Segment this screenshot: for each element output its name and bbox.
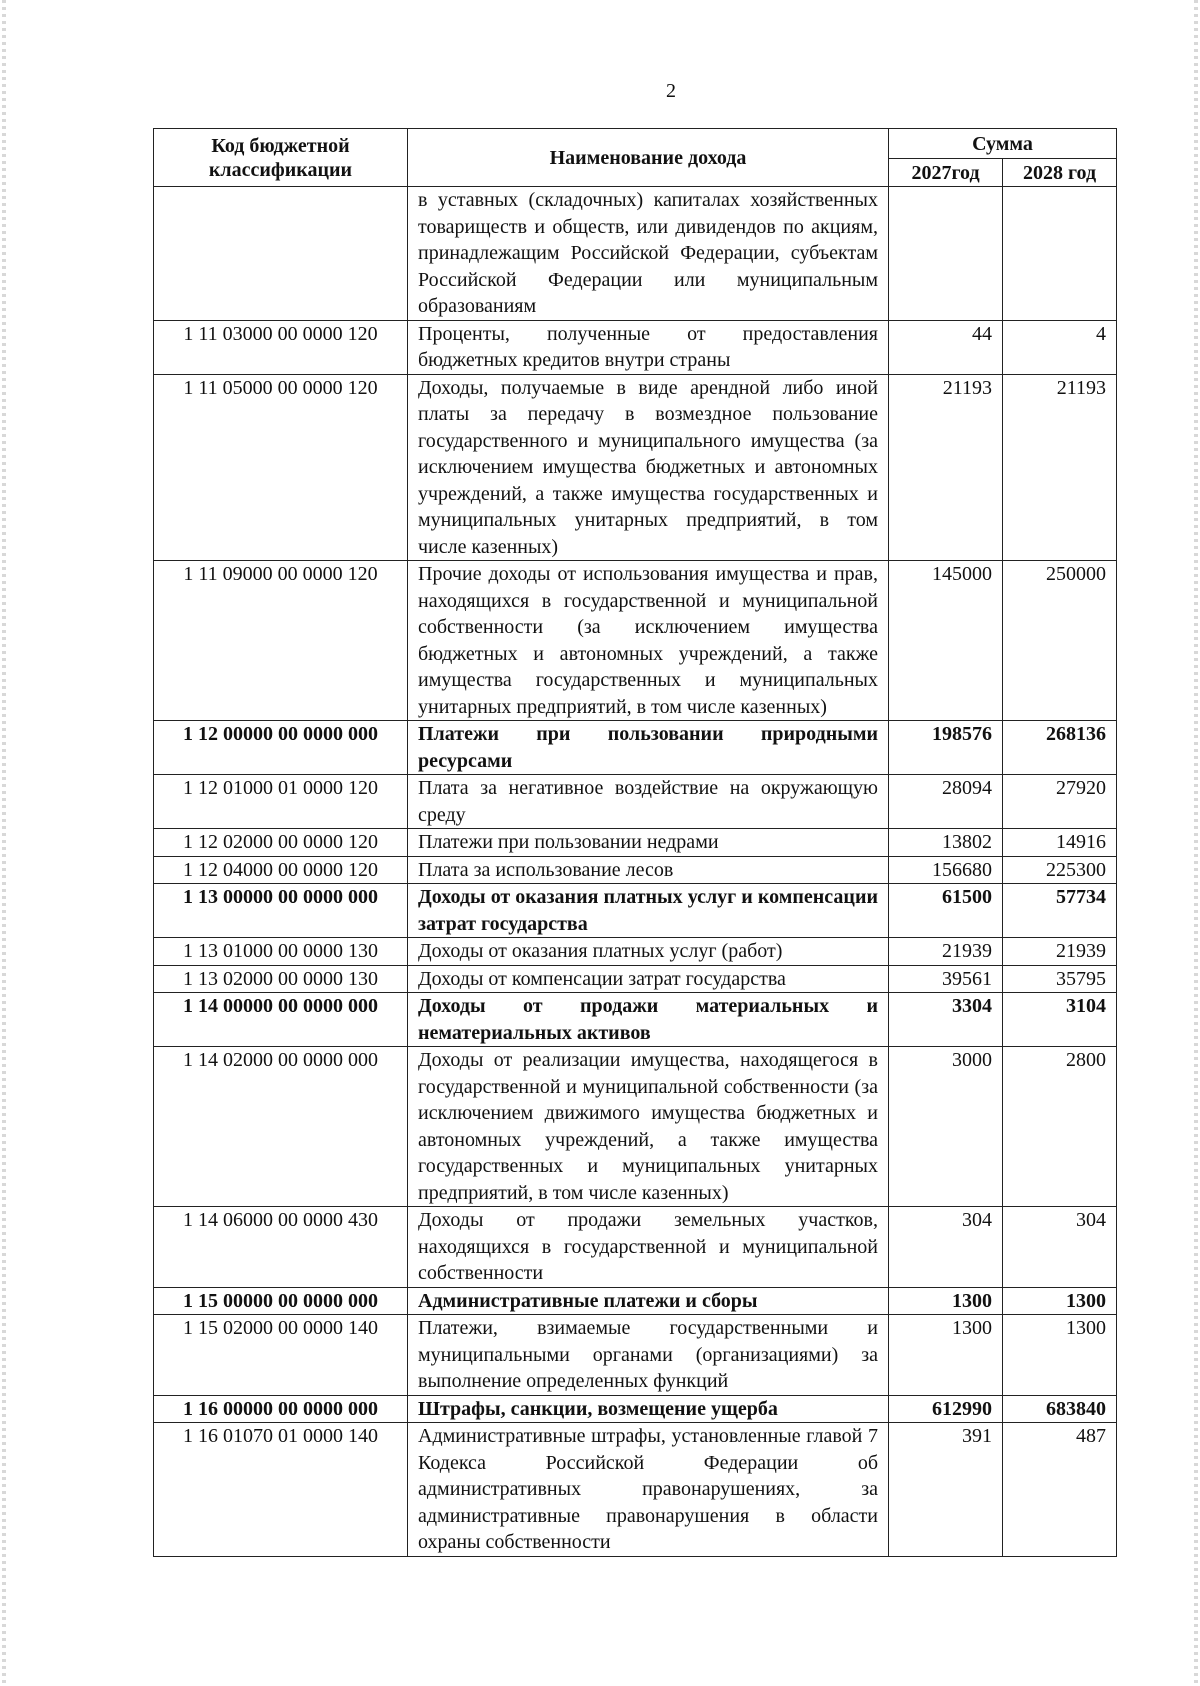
row-code: 1 16 00000 00 0000 000 (154, 1395, 408, 1423)
row-sum-2027: 44 (889, 320, 1003, 374)
table-row (154, 965, 1117, 993)
header-sum: Сумма (889, 129, 1117, 159)
row-sum-2028: 27920 (1003, 775, 1117, 829)
row-code: 1 14 06000 00 0000 430 (154, 1207, 408, 1288)
row-name: Доходы от продажи земельных участков, находящихся в государственной и муниципальной собственности (408, 1207, 889, 1288)
table-row (154, 1047, 1117, 1207)
row-sum-2027: 156680 (889, 856, 1003, 884)
table-header (154, 129, 1117, 187)
table-row-section (154, 721, 1117, 775)
row-sum-2027: 21939 (889, 938, 1003, 966)
row-sum-2027: 39561 (889, 965, 1003, 993)
row-name: Административные платежи и сборы (408, 1287, 889, 1315)
table-row (154, 775, 1117, 829)
row-name: Доходы от продажи материальных и нематериальных активов (408, 993, 889, 1047)
row-code: 1 12 02000 00 0000 120 (154, 829, 408, 857)
row-sum-2028: 304 (1003, 1207, 1117, 1288)
row-code: 1 12 04000 00 0000 120 (154, 856, 408, 884)
table-row (154, 829, 1117, 857)
row-sum-2027: 1300 (889, 1287, 1003, 1315)
row-code: 1 15 02000 00 0000 140 (154, 1315, 408, 1396)
row-sum-2028: 1300 (1003, 1315, 1117, 1396)
row-code (154, 187, 408, 321)
page-number: 2 (666, 80, 676, 102)
row-name: Доходы от оказания платных услуг и компенсации затрат государства (408, 884, 889, 938)
row-code: 1 12 00000 00 0000 000 (154, 721, 408, 775)
row-sum-2027: 145000 (889, 561, 1003, 721)
row-name: Доходы от оказания платных услуг (работ) (408, 938, 889, 966)
row-sum-2028: 35795 (1003, 965, 1117, 993)
row-sum-2028: 21939 (1003, 938, 1117, 966)
table-body (154, 187, 1117, 1557)
table-row (154, 1207, 1117, 1288)
row-name: Административные штрафы, установленные главой 7 Кодекса Российской Федерации об административных правонарушениях, за административные правонарушения в области охраны собственности (408, 1423, 889, 1557)
row-sum-2027: 3304 (889, 993, 1003, 1047)
row-sum-2027: 198576 (889, 721, 1003, 775)
row-sum-2027 (889, 187, 1003, 321)
row-code: 1 13 01000 00 0000 130 (154, 938, 408, 966)
row-sum-2027: 612990 (889, 1395, 1003, 1423)
row-sum-2028: 225300 (1003, 856, 1117, 884)
row-name: Плата за негативное воздействие на окружающую среду (408, 775, 889, 829)
row-sum-2028: 487 (1003, 1423, 1117, 1557)
table-row (154, 187, 1117, 321)
row-sum-2027: 21193 (889, 374, 1003, 561)
row-code: 1 12 01000 01 0000 120 (154, 775, 408, 829)
row-code: 1 11 09000 00 0000 120 (154, 561, 408, 721)
table-row (154, 856, 1117, 884)
row-name: Плата за использование лесов (408, 856, 889, 884)
row-name: Платежи, взимаемые государственными и муниципальными органами (организациями) за выполнение определенных функций (408, 1315, 889, 1396)
row-sum-2028: 21193 (1003, 374, 1117, 561)
row-sum-2028: 1300 (1003, 1287, 1117, 1315)
table-row-section (154, 1287, 1117, 1315)
row-sum-2028: 683840 (1003, 1395, 1117, 1423)
row-name: Доходы от реализации имущества, находящегося в государственной и муниципальной собственности (за исключением движимого имущества бюджетных и автономных учреждений, а также имущества государственных и муниципальных унитарных предприятий, в том числе казенных) (408, 1047, 889, 1207)
table-row-section (154, 1395, 1117, 1423)
row-sum-2027: 28094 (889, 775, 1003, 829)
row-name: Платежи при пользовании недрами (408, 829, 889, 857)
table-row-section (154, 884, 1117, 938)
header-year-2027: 2027год (889, 159, 1003, 187)
row-sum-2028: 4 (1003, 320, 1117, 374)
row-name: Платежи при пользовании природными ресурсами (408, 721, 889, 775)
row-sum-2027: 304 (889, 1207, 1003, 1288)
table-row (154, 320, 1117, 374)
row-code: 1 14 00000 00 0000 000 (154, 993, 408, 1047)
row-sum-2028: 57734 (1003, 884, 1117, 938)
row-name: Прочие доходы от использования имущества и прав, находящихся в государственной и муниципальной собственности (за исключением имущества бюджетных и автономных учреждений, а также имущества государственных и муниципальных унитарных предприятий, в том числе казенных) (408, 561, 889, 721)
row-name: Проценты, полученные от предоставления бюджетных кредитов внутри страны (408, 320, 889, 374)
table-row (154, 374, 1117, 561)
row-sum-2028: 2800 (1003, 1047, 1117, 1207)
row-sum-2027: 61500 (889, 884, 1003, 938)
row-sum-2028 (1003, 187, 1117, 321)
row-code: 1 11 03000 00 0000 120 (154, 320, 408, 374)
row-sum-2028: 268136 (1003, 721, 1117, 775)
row-code: 1 15 00000 00 0000 000 (154, 1287, 408, 1315)
row-code: 1 13 00000 00 0000 000 (154, 884, 408, 938)
row-code: 1 13 02000 00 0000 130 (154, 965, 408, 993)
row-sum-2028: 3104 (1003, 993, 1117, 1047)
row-sum-2028: 250000 (1003, 561, 1117, 721)
row-sum-2027: 13802 (889, 829, 1003, 857)
row-code: 1 16 01070 01 0000 140 (154, 1423, 408, 1557)
table-row-section (154, 993, 1117, 1047)
row-sum-2027: 3000 (889, 1047, 1003, 1207)
table-row (154, 1423, 1117, 1557)
row-name: Доходы от компенсации затрат государства (408, 965, 889, 993)
row-name: в уставных (складочных) капиталах хозяйственных товариществ и обществ, или дивидендов по акциям, принадлежащим Российской Федерации, субъектам Российской Федерации или муниципальным образованиям (408, 187, 889, 321)
table-row (154, 938, 1117, 966)
row-sum-2028: 14916 (1003, 829, 1117, 857)
header-code: Код бюджетной классификации (154, 129, 408, 187)
row-sum-2027: 1300 (889, 1315, 1003, 1396)
header-year-2028: 2028 год (1003, 159, 1117, 187)
row-name: Штрафы, санкции, возмещение ущерба (408, 1395, 889, 1423)
table-row (154, 1315, 1117, 1396)
scan-edge-left (2, 0, 6, 1686)
row-sum-2027: 391 (889, 1423, 1003, 1557)
row-name: Доходы, получаемые в виде арендной либо иной платы за передачу в возмездное пользование государственного и муниципального имущества (за исключением имущества бюджетных и автономных учреждений, а также имущества государственных и муниципальных унитарных предприятий, в том числе казенных) (408, 374, 889, 561)
header-name: Наименование дохода (408, 129, 889, 187)
budget-income-table (153, 128, 1117, 1557)
row-code: 1 11 05000 00 0000 120 (154, 374, 408, 561)
scan-edge-right (1194, 0, 1198, 1686)
row-code: 1 14 02000 00 0000 000 (154, 1047, 408, 1207)
table-row (154, 561, 1117, 721)
